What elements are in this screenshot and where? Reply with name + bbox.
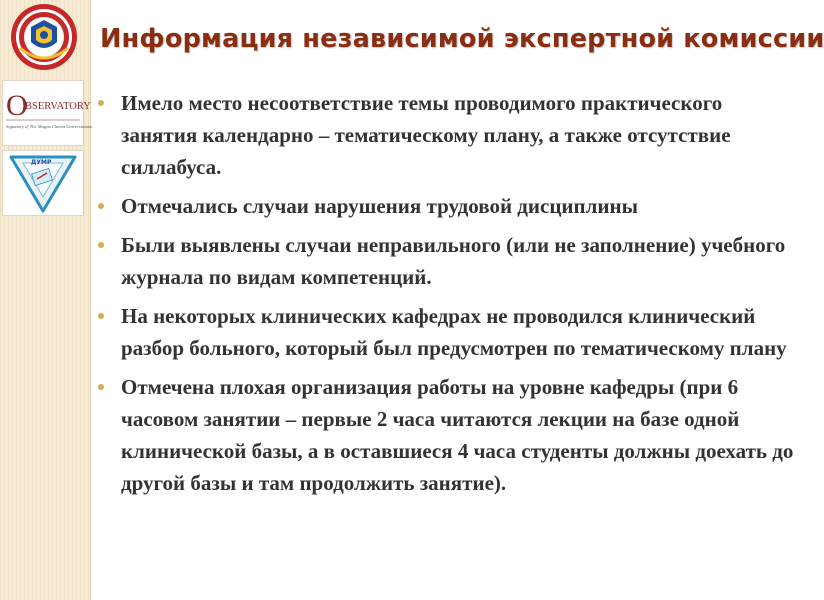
observatory-caption: Signatory of The Magna Charta Universitatum — [6, 124, 93, 129]
bullet-marker — [98, 313, 104, 319]
bullet-marker — [98, 100, 104, 106]
bullet-marker — [98, 203, 104, 209]
bullet-list — [95, 87, 795, 499]
bullet-text: Были выявлены случаи неправильного (или не заполнение) учебного журнала по видам компетенций. — [121, 233, 786, 289]
dumr-text: ДУМР — [31, 159, 52, 166]
bullet-text: Имело место несоответствие темы проводимого практического занятия календарно – тематическому плану, а также отсутствие силлабуса. — [121, 91, 731, 179]
bullet-text: Отмечались случаи нарушения трудовой дисциплины — [121, 194, 639, 218]
slide-title: Информация независимой экспертной комиссии — [100, 24, 824, 54]
sidebar — [0, 0, 91, 600]
bullet-item — [95, 300, 795, 364]
bullet-item — [95, 190, 795, 222]
bullet-item — [95, 229, 795, 293]
bullet-item — [95, 87, 795, 183]
bullet-marker — [98, 242, 104, 248]
university-emblem-logo — [8, 2, 80, 72]
observatory-initial: O — [6, 89, 28, 122]
slide-content — [95, 87, 795, 506]
dumr-logo — [2, 150, 84, 216]
bullet-item — [95, 371, 795, 499]
bullet-text: На некоторых клинических кафедрах не проводился клинический разбор больного, который был предусмотрен по тематическому плану — [121, 304, 787, 360]
observatory-word: BSERVATORY — [25, 101, 91, 112]
magna-charta-observatory-logo — [2, 80, 93, 146]
bullet-marker — [98, 384, 104, 390]
bullet-text: Отмечена плохая организация работы на уровне кафедры (при 6 часовом занятии – первые 2 часа читаются лекции на базе одной клинической базы, а в оставшиеся 4 часа студенты должны доехать до другой базы и там продолжить занятие). — [121, 375, 794, 495]
